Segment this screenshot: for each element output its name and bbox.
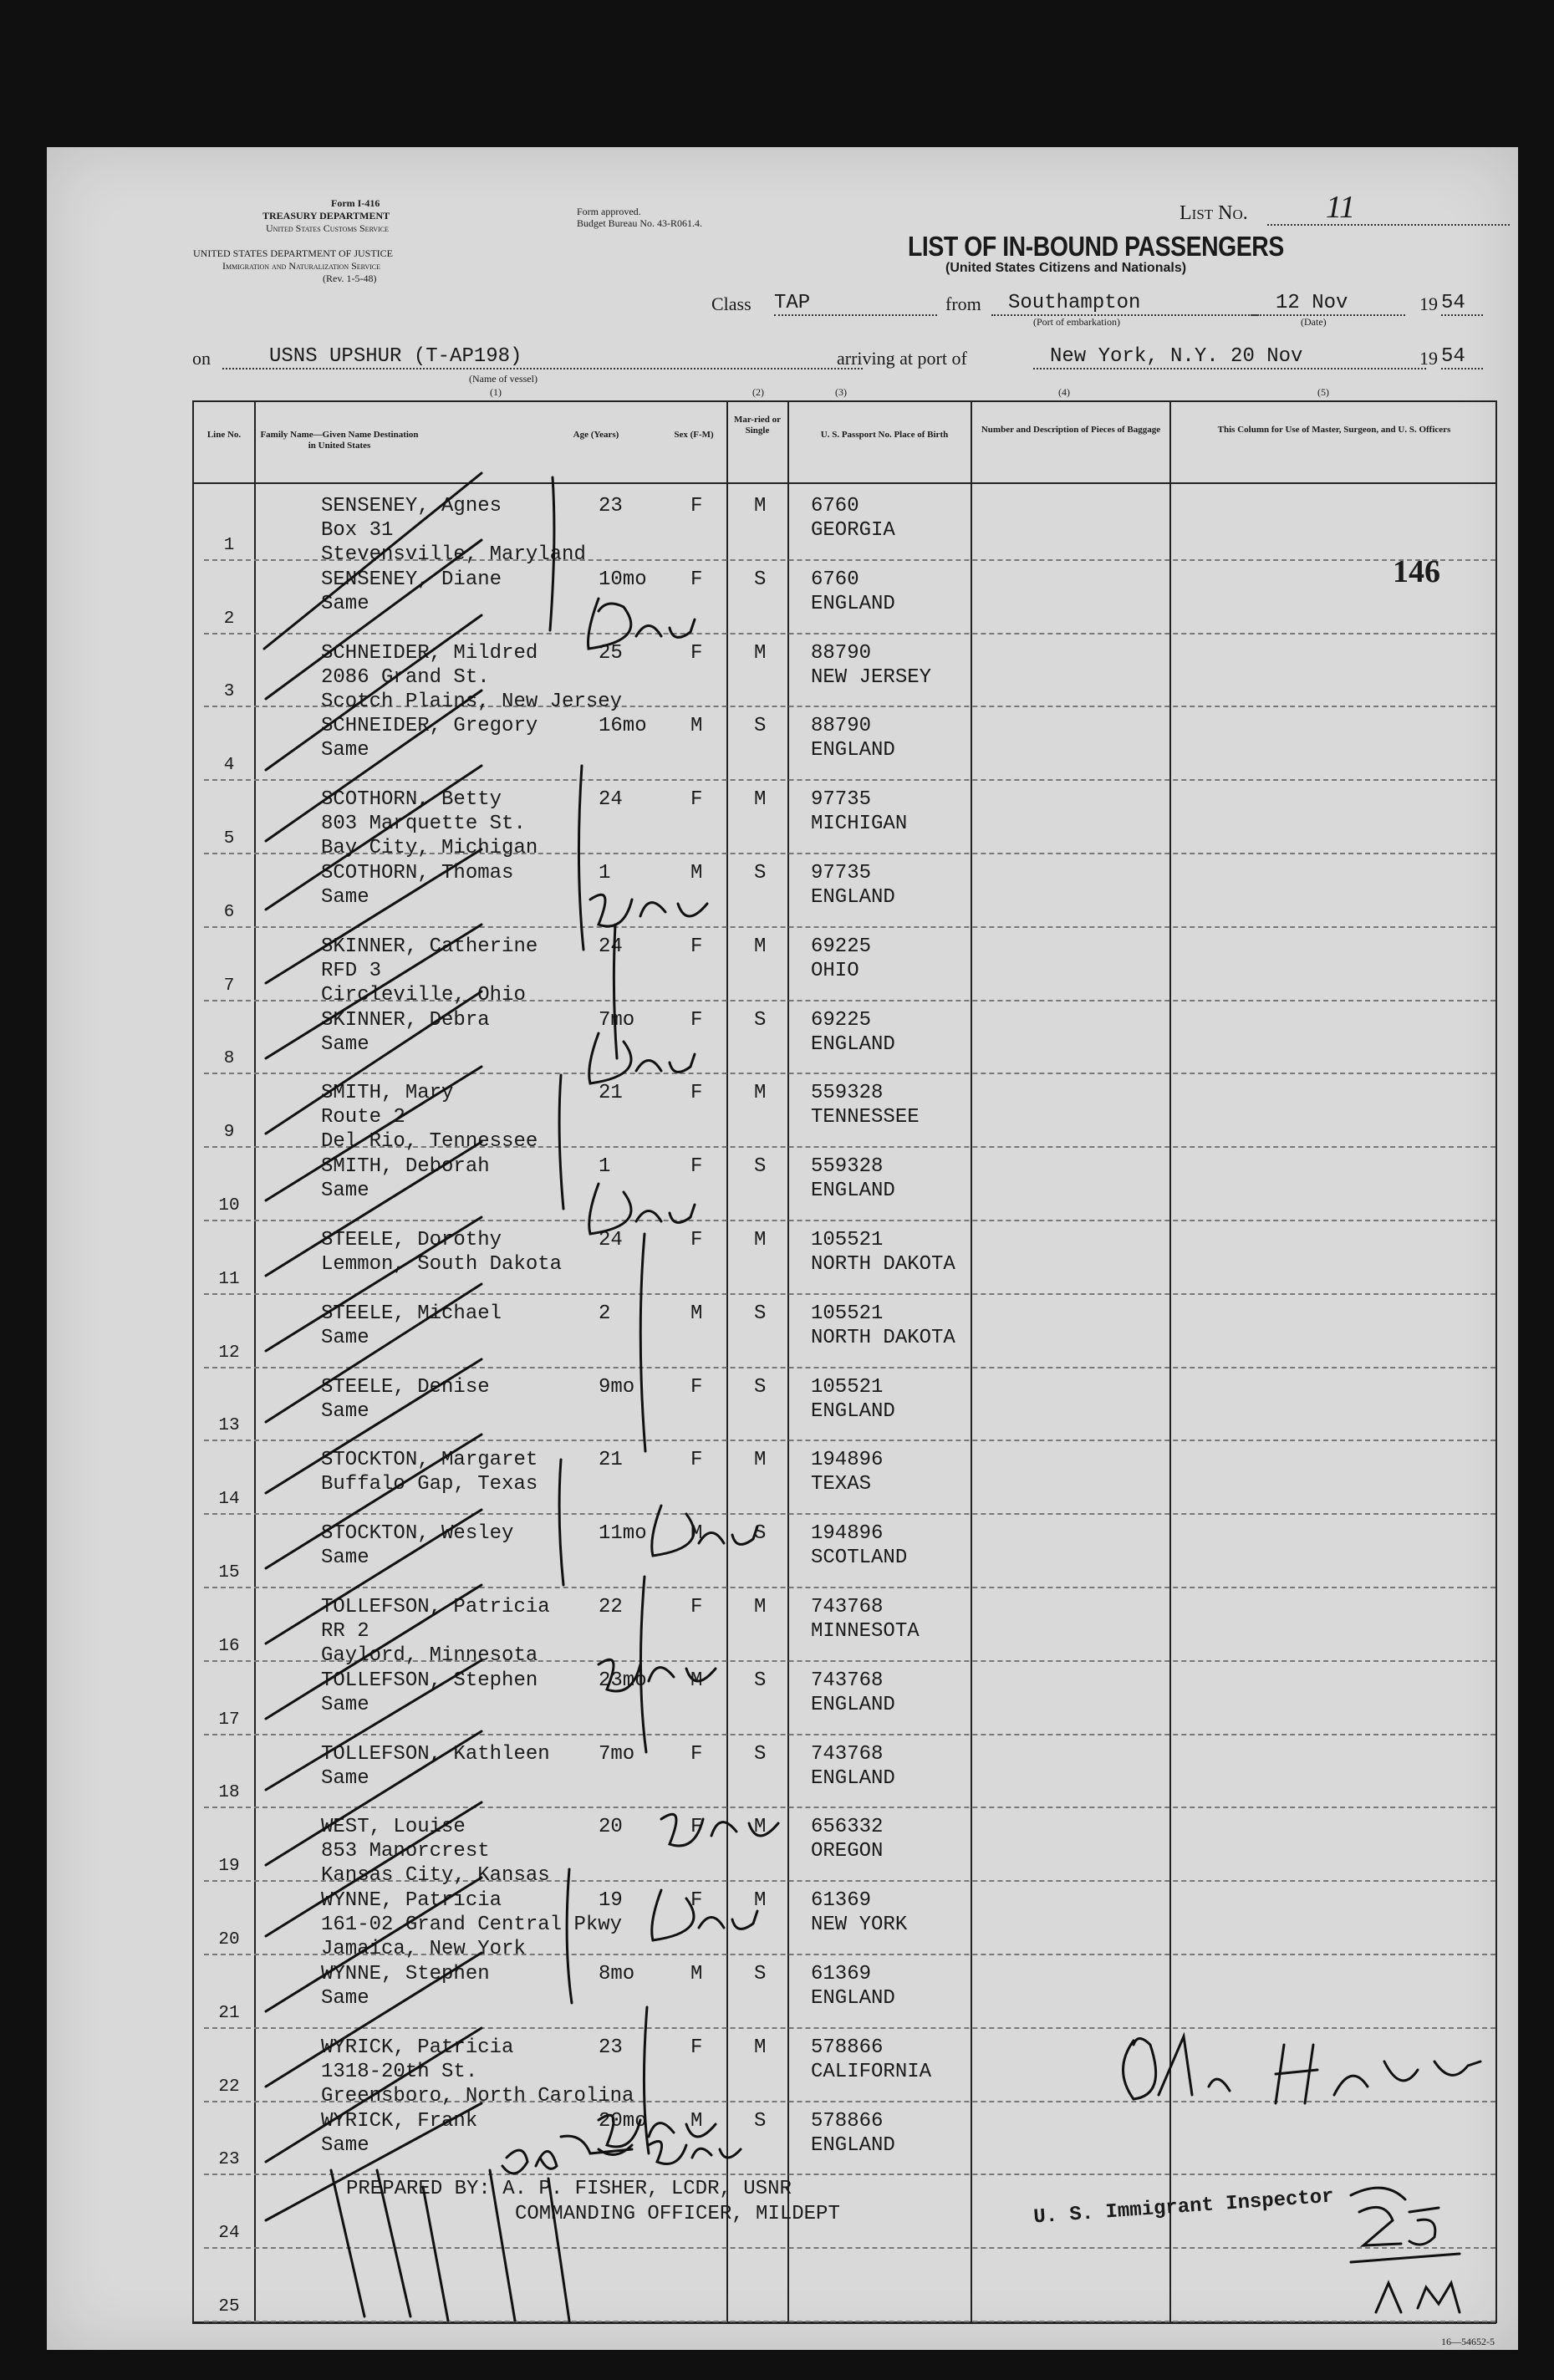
passenger-address: Same (321, 1767, 369, 1790)
place-of-birth: GEORGIA (811, 519, 895, 542)
passenger-sex: F (690, 1889, 703, 1912)
passenger-sex: F (690, 1009, 703, 1032)
passenger-name: SCHNEIDER, Mildred (321, 642, 538, 665)
place-of-birth: NORTH DAKOTA (811, 1253, 955, 1276)
row-rule (204, 926, 1495, 928)
passenger-marital-status: M (754, 1816, 767, 1838)
passport-number: 743768 (811, 1669, 884, 1692)
passenger-age: 10mo (599, 568, 647, 591)
passport-number: 105521 (811, 1376, 884, 1399)
row-rule (204, 1513, 1495, 1515)
passenger-name: SENSENEY, Diane (321, 568, 502, 591)
passenger-address: Same (321, 739, 369, 762)
passenger-marital-status: S (754, 715, 767, 737)
passenger-name: SCOTHORN, Betty (321, 788, 502, 811)
place-of-birth: MINNESOTA (811, 1620, 920, 1643)
stamp-number: 146 (1393, 554, 1440, 589)
passport-number: 69225 (811, 935, 872, 958)
place-of-birth: ENGLAND (811, 1987, 895, 2010)
passport-number: 61369 (811, 1889, 872, 1912)
passenger-name: SKINNER, Catherine (321, 935, 538, 958)
passenger-address: Same (321, 1400, 369, 1423)
passenger-name: WEST, Louise (321, 1816, 466, 1838)
place-of-birth: NEW JERSEY (811, 666, 932, 689)
row-rule (204, 2174, 1495, 2175)
row-rule (204, 1293, 1495, 1295)
passenger-age: 24 (599, 935, 623, 958)
passenger-manifest-sheet (47, 147, 1518, 2350)
line-number: 7 (223, 976, 235, 996)
form-title: LIST OF IN-BOUND PASSENGERS (908, 231, 1284, 262)
immigration-service: Immigration and Naturalization Service (222, 260, 381, 272)
row-rule (204, 1807, 1495, 1808)
place-of-birth: ENGLAND (811, 1180, 895, 1202)
date-caption: (Date) (1301, 316, 1327, 328)
column-divider (1169, 400, 1171, 2323)
passenger-name: TOLLEFSON, Stephen (321, 1669, 538, 1692)
passport-number: 578866 (811, 2036, 884, 2059)
row-rule (204, 779, 1495, 781)
justice-department: UNITED STATES DEPARTMENT OF JUSTICE (193, 247, 394, 259)
passenger-address: Same (321, 593, 369, 615)
place-of-birth: ENGLAND (811, 1767, 895, 1790)
line-number: 4 (223, 756, 235, 775)
passenger-name: TOLLEFSON, Kathleen (321, 1743, 550, 1766)
passport-number: 61369 (811, 1963, 872, 1985)
passenger-sex: M (690, 1302, 703, 1325)
passenger-age: 21 (599, 1082, 623, 1104)
arriving-label: arriving at port of (837, 348, 967, 369)
place-of-birth: CALIFORNIA (811, 2061, 932, 2083)
passenger-address: RR 2 (321, 1620, 369, 1643)
year-prefix: 19 (1419, 293, 1438, 314)
passport-number: 578866 (811, 2110, 884, 2133)
passport-number: 88790 (811, 642, 872, 665)
table-top-border (192, 400, 1496, 402)
vessel-name-caption: (Name of vessel) (469, 373, 538, 385)
line-number: 6 (223, 903, 235, 922)
line-number: 19 (218, 1857, 240, 1876)
passenger-name: SMITH, Mary (321, 1082, 454, 1104)
place-of-birth: OHIO (811, 960, 859, 982)
passenger-marital-status: M (754, 642, 767, 665)
passenger-age: 8mo (599, 1963, 635, 1985)
passenger-marital-status: M (754, 935, 767, 958)
place-of-birth: ENGLAND (811, 593, 895, 615)
passenger-marital-status: S (754, 1522, 767, 1545)
arrival-port-value: New York, N.Y. 20 Nov (1033, 344, 1426, 369)
passport-number: 105521 (811, 1229, 884, 1251)
row-rule (204, 2027, 1495, 2029)
passenger-marital-status: S (754, 2110, 767, 2133)
passenger-age: 16mo (599, 715, 647, 737)
row-rule (204, 1220, 1495, 1221)
passenger-sex: F (690, 2036, 703, 2059)
passport-number: 105521 (811, 1302, 884, 1325)
passenger-name: SMITH, Deborah (321, 1155, 490, 1178)
column-number: (5) (1317, 386, 1329, 398)
passport-number: 743768 (811, 1743, 884, 1766)
passenger-sex: F (690, 1449, 703, 1471)
place-of-birth: ENGLAND (811, 1694, 895, 1716)
row-rule (204, 1367, 1495, 1368)
column-header-name: Family Name—Given Name Destination in United States (260, 430, 419, 451)
handwriting-overlay (47, 147, 1518, 2350)
row-rule (204, 1734, 1495, 1735)
embarkation-date-value: 12 Nov (1251, 291, 1405, 316)
passenger-sex: F (690, 1155, 703, 1178)
column-divider (726, 400, 728, 2323)
passport-number: 559328 (811, 1155, 884, 1178)
passenger-name: TOLLEFSON, Patricia (321, 1596, 550, 1618)
passport-number: 97735 (811, 862, 872, 884)
place-of-birth: ENGLAND (811, 886, 895, 909)
passenger-age: 19 (599, 1889, 623, 1912)
column-number: (3) (835, 386, 847, 398)
passenger-address: Bay City, Michigan (321, 837, 538, 859)
place-of-birth: TEXAS (811, 1473, 872, 1496)
commanding-officer: COMMANDING OFFICER, MILDEPT (515, 2203, 840, 2225)
passenger-name: SENSENEY, Agnes (321, 495, 502, 517)
line-number: 21 (218, 2004, 240, 2023)
passport-number: 559328 (811, 1082, 884, 1104)
port-of-embarkation-caption: (Port of embarkation) (1033, 316, 1120, 328)
column-divider (971, 400, 972, 2323)
passenger-name: WYNNE, Stephen (321, 1963, 490, 1985)
passenger-age: 21 (599, 1449, 623, 1471)
on-label: on (192, 348, 211, 369)
place-of-birth: ENGLAND (811, 1400, 895, 1423)
passenger-address: RFD 3 (321, 960, 382, 982)
passenger-address: Greensboro, North Carolina (321, 2085, 634, 2107)
line-number: 11 (218, 1270, 240, 1289)
passenger-marital-status: M (754, 1449, 767, 1471)
passenger-marital-status: S (754, 862, 767, 884)
passenger-name: WYRICK, Patricia (321, 2036, 514, 2059)
passenger-address: Stevensville, Maryland (321, 543, 586, 566)
passenger-marital-status: M (754, 1082, 767, 1104)
column-number: (2) (752, 386, 764, 398)
class-value: TAP (774, 291, 937, 316)
passenger-address: Same (321, 1694, 369, 1716)
passenger-address: Route 2 (321, 1106, 405, 1129)
passenger-address: 161-02 Grand Central Pkwy (321, 1914, 623, 1936)
form-print-code: 16—54652-5 (1441, 2336, 1495, 2347)
passport-number: 743768 (811, 1596, 884, 1618)
row-rule (204, 2247, 1495, 2249)
place-of-birth: ENGLAND (811, 2134, 895, 2157)
passenger-sex: F (690, 495, 703, 517)
passenger-age: 1 (599, 1155, 611, 1178)
place-of-birth: SCOTLAND (811, 1547, 908, 1569)
line-number: 15 (218, 1563, 240, 1582)
form-subtitle: (United States Citizens and Nationals) (945, 261, 1187, 275)
passenger-sex: F (690, 1082, 703, 1104)
column-divider (787, 400, 789, 2323)
passenger-sex: F (690, 568, 703, 591)
passenger-marital-status: M (754, 788, 767, 811)
passenger-marital-status: S (754, 1155, 767, 1178)
passenger-age: 7mo (599, 1009, 635, 1032)
passport-number: 88790 (811, 715, 872, 737)
passenger-age: 20mo (599, 2110, 647, 2133)
passenger-sex: M (690, 862, 703, 884)
passport-number: 69225 (811, 1009, 872, 1032)
passenger-marital-status: M (754, 1229, 767, 1251)
passenger-age: 22 (599, 1596, 623, 1618)
passenger-age: 7mo (599, 1743, 635, 1766)
passenger-address: 853 Manorcrest (321, 1840, 490, 1863)
passenger-address: 1318-20th St. (321, 2061, 478, 2083)
passenger-sex: M (690, 2110, 703, 2133)
place-of-birth: MICHIGAN (811, 813, 908, 835)
passenger-sex: M (690, 1522, 703, 1545)
passport-number: 97735 (811, 788, 872, 811)
form-number: Form I-416 (331, 197, 380, 209)
row-rule (204, 1073, 1495, 1074)
passenger-age: 1 (599, 862, 611, 884)
line-number: 1 (223, 536, 235, 555)
passenger-marital-status: S (754, 1669, 767, 1692)
passenger-address: Del Rio, Tennessee (321, 1130, 538, 1153)
passport-number: 194896 (811, 1449, 884, 1471)
place-of-birth: ENGLAND (811, 739, 895, 762)
passenger-name: STOCKTON, Margaret (321, 1449, 538, 1471)
passenger-sex: F (690, 1229, 703, 1251)
passenger-sex: F (690, 1816, 703, 1838)
line-number: 2 (223, 609, 235, 629)
passenger-name: STEELE, Dorothy (321, 1229, 502, 1251)
passenger-age: 23 (599, 495, 623, 517)
passenger-name: WYNNE, Patricia (321, 1889, 502, 1912)
class-label: Class (711, 293, 752, 314)
place-of-birth: TENNESSEE (811, 1106, 920, 1129)
customs-service: United States Customs Service (266, 222, 389, 234)
passenger-name: WYRICK, Frank (321, 2110, 478, 2133)
passenger-marital-status: S (754, 1743, 767, 1766)
passenger-address: Lemmon, South Dakota (321, 1253, 563, 1276)
line-number: 22 (218, 2077, 240, 2097)
passenger-marital-status: M (754, 1889, 767, 1912)
table-right-border (1495, 400, 1497, 2323)
passenger-sex: F (690, 1743, 703, 1766)
passenger-name: SKINNER, Debra (321, 1009, 490, 1032)
list-number-value: 11 (1326, 190, 1356, 225)
from-label: from (945, 293, 981, 314)
passenger-address: Same (321, 886, 369, 909)
line-number: 16 (218, 1637, 240, 1656)
passenger-address: Box 31 (321, 519, 394, 542)
passenger-address: Same (321, 1033, 369, 1056)
line-number: 3 (223, 682, 235, 701)
passenger-address: Gaylord, Minnesota (321, 1644, 538, 1667)
header-bottom-border (192, 482, 1496, 484)
line-number: 14 (218, 1490, 240, 1509)
column-divider (254, 400, 256, 2323)
row-rule (204, 1440, 1495, 1441)
line-number: 25 (218, 2297, 240, 2316)
column-header-passport: U. S. Passport No. Place of Birth (820, 430, 949, 440)
passenger-address: Jamaica, New York (321, 1938, 526, 1960)
place-of-birth: NORTH DAKOTA (811, 1327, 955, 1349)
embarkation-port-value: Southampton (991, 291, 1259, 316)
passport-number: 656332 (811, 1816, 884, 1838)
line-number: 5 (223, 829, 235, 849)
passenger-sex: F (690, 935, 703, 958)
passenger-name: STEELE, Denise (321, 1376, 490, 1399)
passenger-age: 24 (599, 788, 623, 811)
passport-number: 6760 (811, 495, 859, 517)
passenger-marital-status: M (754, 1596, 767, 1618)
year-value: 54 (1441, 291, 1483, 316)
column-header-baggage: Number and Description of Pieces of Baggage (981, 425, 1161, 435)
passenger-address: Kansas City, Kansas (321, 1864, 550, 1887)
passenger-age: 11mo (599, 1522, 647, 1545)
passenger-sex: F (690, 1596, 703, 1618)
column-header-sex: Sex (F-M) (674, 430, 714, 440)
passenger-marital-status: S (754, 1302, 767, 1325)
passenger-marital-status: S (754, 568, 767, 591)
passenger-age: 25 (599, 642, 623, 665)
year-value-2: 54 (1441, 344, 1483, 369)
passport-number: 194896 (811, 1522, 884, 1545)
prepared-by: PREPARED BY: A. P. FISHER, LCDR, USNR (346, 2178, 792, 2200)
vessel-name-value: USNS UPSHUR (T-AP198) (222, 344, 863, 369)
passenger-address: Circleville, Ohio (321, 984, 526, 1007)
line-number: 9 (223, 1123, 235, 1142)
table-left-border (192, 400, 194, 2323)
passport-number: 6760 (811, 568, 859, 591)
place-of-birth: ENGLAND (811, 1033, 895, 1056)
passenger-address: Same (321, 1327, 369, 1349)
passenger-address: 2086 Grand St. (321, 666, 490, 689)
passenger-address: Scotch Plains, New Jersey (321, 691, 623, 713)
passenger-marital-status: S (754, 1009, 767, 1032)
column-header-married: Mar-ried or Single (733, 415, 782, 436)
place-of-birth: NEW YORK (811, 1914, 908, 1936)
passenger-marital-status: S (754, 1963, 767, 1985)
column-header-age: Age (Years) (573, 430, 619, 440)
passenger-name: STEELE, Michael (321, 1302, 502, 1325)
immigrant-inspector-label: U. S. Immigrant Inspector (1032, 2185, 1335, 2230)
passenger-age: 9mo (599, 1376, 635, 1399)
line-number: 13 (218, 1416, 240, 1435)
passenger-name: SCOTHORN, Thomas (321, 862, 514, 884)
passenger-address: Same (321, 2134, 369, 2157)
form-approval: Form approved. (577, 206, 641, 217)
budget-bureau-number: Budget Bureau No. 43-R061.4. (577, 217, 702, 229)
line-number: 12 (218, 1343, 240, 1363)
passenger-age: 23 (599, 2036, 623, 2059)
line-number: 17 (218, 1710, 240, 1730)
form-revision: (Rev. 1-5-48) (323, 273, 377, 284)
line-number: 8 (223, 1049, 235, 1068)
passenger-address: Same (321, 1547, 369, 1569)
passenger-sex: M (690, 1669, 703, 1692)
year-prefix-2: 19 (1419, 348, 1438, 369)
line-number: 10 (218, 1196, 240, 1215)
passenger-sex: F (690, 788, 703, 811)
passenger-sex: M (690, 1963, 703, 1985)
line-number: 23 (218, 2150, 240, 2169)
passenger-age: 20 (599, 1816, 623, 1838)
column-header-officers: This Column for Use of Master, Surgeon, and U. S. Officers (1217, 425, 1451, 435)
passenger-sex: F (690, 642, 703, 665)
passenger-address: Buffalo Gap, Texas (321, 1473, 538, 1496)
passenger-sex: F (690, 1376, 703, 1399)
column-number: (1) (490, 386, 502, 398)
column-number: (4) (1058, 386, 1070, 398)
line-number: 20 (218, 1930, 240, 1949)
passenger-address: 803 Marquette St. (321, 813, 526, 835)
passenger-age: 24 (599, 1229, 623, 1251)
passenger-marital-status: M (754, 495, 767, 517)
row-rule (204, 1587, 1495, 1588)
passenger-name: STOCKTON, Wesley (321, 1522, 514, 1545)
row-rule (204, 633, 1495, 634)
list-number-line (1267, 201, 1510, 226)
passenger-age: 2 (599, 1302, 611, 1325)
passenger-age: 23mo (599, 1669, 647, 1692)
passenger-marital-status: M (754, 2036, 767, 2059)
passenger-address: Same (321, 1180, 369, 1202)
passenger-sex: M (690, 715, 703, 737)
line-number: 24 (218, 2224, 240, 2243)
list-number-label: List No. (1180, 202, 1248, 224)
treasury-department: TREASURY DEPARTMENT (262, 210, 390, 222)
passenger-address: Same (321, 1987, 369, 2010)
passenger-marital-status: S (754, 1376, 767, 1399)
column-header-line-no: Line No. (206, 430, 242, 440)
place-of-birth: OREGON (811, 1840, 884, 1863)
row-rule (204, 2321, 1495, 2322)
passenger-name: SCHNEIDER, Gregory (321, 715, 538, 737)
line-number: 18 (218, 1783, 240, 1802)
